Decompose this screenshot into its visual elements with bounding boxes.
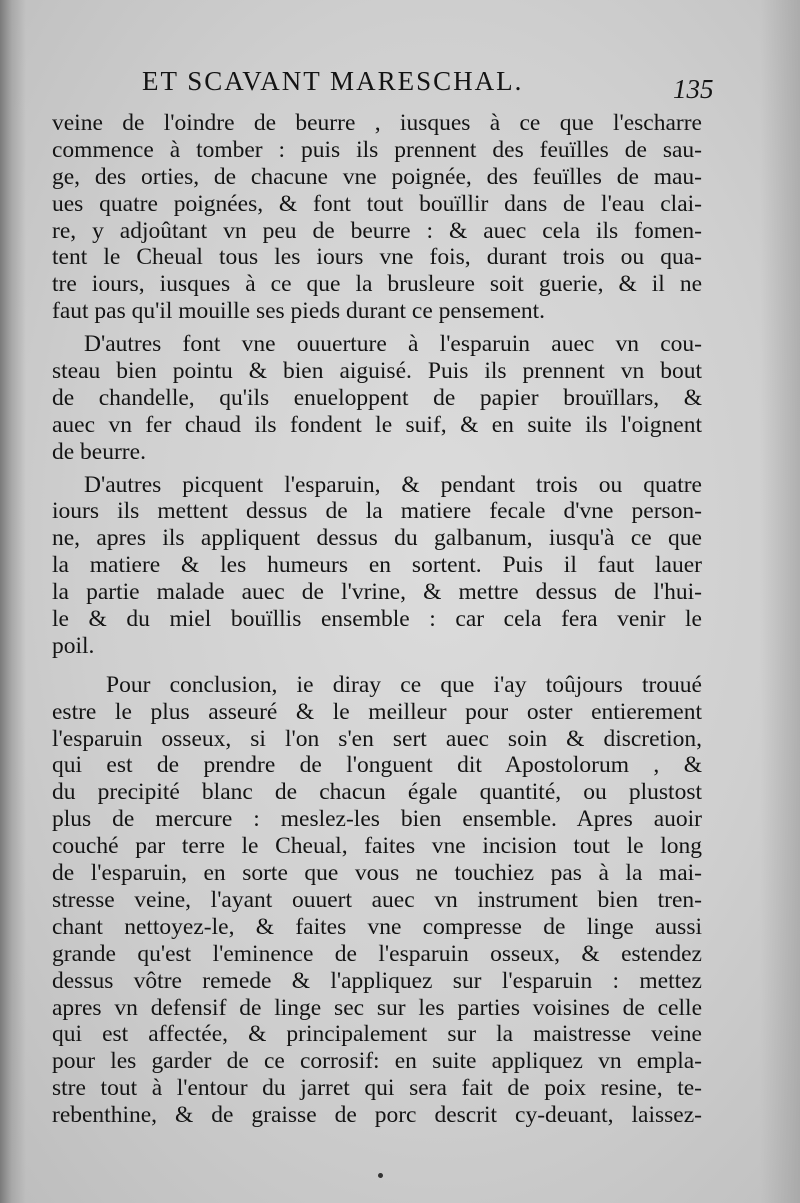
text-line: stre tout à l'entour du jarret qui sera fait de poix resine, te-	[52, 1075, 702, 1102]
text-line: tent le Cheual tous les iours vne fois, durant trois ou qua-	[52, 244, 702, 271]
text-line: la matiere & les humeurs en sortent. Puis il faut lauer	[52, 552, 702, 579]
text-line: iours ils mettent dessus de la matiere fecale d'vne person-	[52, 498, 702, 525]
text-line: stresse veine, l'ayant ouuert auec vn instrument bien tren-	[52, 886, 702, 913]
text-line: pour les garder de ce corrosif: en suite appliquez vn empla-	[52, 1048, 702, 1075]
text-line: poil.	[52, 632, 95, 659]
text-line: rebenthine, & de graisse de porc descrit cy-deuant, laissez-	[52, 1102, 702, 1129]
text-line: auec vn fer chaud ils fondent le suif, & en suite ils l'oignent	[52, 411, 702, 438]
text-line: re, y adjoûtant vn peu de beurre : & auec cela ils fomen-	[52, 217, 702, 244]
paragraph-first-line: D'autres font vne ouuerture à l'esparuin auec vn cou-	[84, 331, 702, 358]
running-title: ET SCAVANT MARESCHAL.	[142, 66, 524, 96]
ink-speck	[378, 1173, 383, 1178]
text-line: plus de mercure : meslez-les bien ensemble. Apres auoir	[52, 806, 702, 833]
text-line: veine de l'oindre de beurre , iusques à ce que l'escharre	[52, 110, 702, 136]
text-line: faut pas qu'il mouille ses pieds durant ce pensement.	[52, 298, 546, 325]
text-line: apres vn defensif de linge sec sur les parties voisines de celle	[52, 994, 702, 1021]
text-line: dessus vôtre remede & l'appliquez sur l'esparuin : mettez	[52, 967, 702, 994]
text-line: ues quatre poignées, & font tout bouïllir dans de l'eau clai-	[52, 190, 702, 217]
text-line: l'esparuin osseux, si l'on s'en sert auec soin & discretion,	[52, 725, 702, 752]
text-line: qui est de prendre de l'onguent dit Apostolorum , &	[52, 752, 702, 779]
text-line: chant nettoyez-le, & faites vne compresse de linge aussi	[52, 913, 702, 940]
text-line: grande qu'est l'eminence de l'esparuin osseux, & estendez	[52, 940, 702, 967]
text-line: commence à tomber : puis ils prennent des feuïlles de sau-	[52, 136, 702, 163]
paragraph-first-line: Pour conclusion, ie diray ce que i'ay toûjours trouué	[106, 671, 702, 698]
text-line: couché par terre le Cheual, faites vne incision tout le long	[52, 833, 702, 860]
text-line: de beurre.	[52, 438, 146, 465]
text-line: ge, des orties, de chacune vne poignée, des feuïlles de mau-	[52, 163, 702, 190]
text-line: la partie malade auec de l'vrine, & mettre dessus de l'hui-	[52, 579, 702, 606]
page-header	[0, 64, 800, 104]
text-line: de l'esparuin, en sorte que vous ne touchiez pas à la mai-	[52, 860, 702, 887]
paragraph-first-line: D'autres picquent l'esparuin, & pendant trois ou quatre	[84, 471, 702, 498]
page-number: 135	[673, 74, 714, 104]
text-line: du precipité blanc de chacun égale quantité, ou plustost	[52, 779, 702, 806]
page-edge-shadow	[760, 0, 800, 1203]
page-gutter-shadow	[0, 0, 26, 1203]
text-line: de chandelle, qu'ils enueloppent de papier brouïllars, &	[52, 384, 702, 411]
body-text	[52, 110, 702, 1129]
text-line: tre iours, iusques à ce que la brusleure soit guerie, & il ne	[52, 271, 702, 298]
text-line: ne, apres ils appliquent dessus du galbanum, iusqu'à ce que	[52, 525, 702, 552]
text-line: steau bien pointu & bien aiguisé. Puis ils prennent vn bout	[52, 358, 702, 385]
text-line: estre le plus asseuré & le meilleur pour oster entierement	[52, 698, 702, 725]
text-line: qui est affectée, & principalement sur la maistresse veine	[52, 1021, 702, 1048]
text-line: le & du miel bouïllis ensemble : car cela fera venir le	[52, 606, 702, 633]
